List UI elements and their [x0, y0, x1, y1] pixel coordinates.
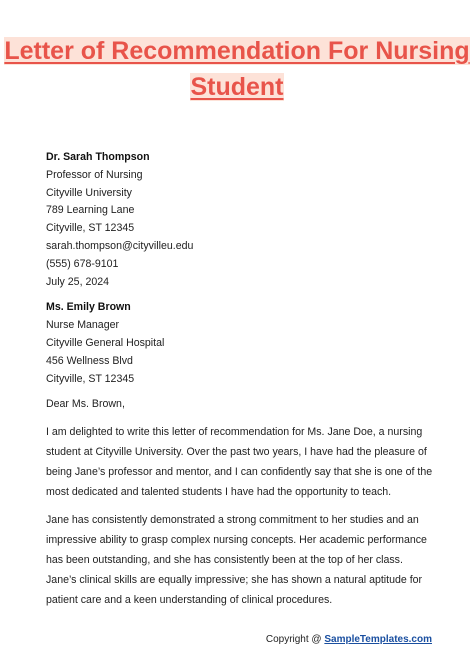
document-title: Letter of Recommendation For Nursing Student	[4, 37, 470, 101]
letter-date: July 25, 2024	[46, 275, 110, 288]
sender-city: Cityville, ST 12345	[46, 222, 135, 235]
letter-body	[46, 149, 434, 610]
recipient-block	[46, 299, 434, 388]
copyright-footer	[266, 634, 432, 645]
copyright-prefix: Copyright @	[265, 634, 322, 645]
sender-street: 789 Learning Lane	[46, 204, 135, 217]
title-wrapper	[0, 33, 474, 105]
recipient-city: Cityville, ST 12345	[46, 372, 135, 385]
sender-name: Dr. Sarah Thompson	[46, 151, 150, 163]
sender-title: Professor of Nursing	[46, 168, 143, 181]
recipient-organization: Cityville General Hospital	[46, 336, 165, 349]
recipient-street: 456 Wellness Blvd	[46, 354, 133, 367]
sender-block	[46, 149, 434, 291]
sampletemplates-link[interactable]: SampleTemplates.com	[324, 634, 432, 645]
recipient-name: Ms. Emily Brown	[46, 301, 131, 314]
paragraph-1: I am delighted to write this letter of recommendation for Ms. Jane Doe, a nursing student at Cityville University. Over the past two years, I have had the pleasure of being Jane’s professor and mentor, and I can confidently say that she is one of the most dedicated and talented students I have had the opportunity to teach.	[46, 426, 433, 499]
paragraph-2: Jane has consistently demonstrated a strong commitment to her studies and an impressive ability to grasp complex nursing concepts. Her academic performance has been outstanding, and she has consistently been at the top of her class. Jane’s clinical skills are equally impressive; she has shown a natural aptitude for patient care and a keen understanding of clinical procedures.	[46, 514, 427, 607]
sender-phone: (555) 678-9101	[46, 257, 119, 270]
recipient-title: Nurse Manager	[46, 319, 120, 332]
sender-organization: Cityville University	[46, 186, 132, 199]
sender-email: sarah.thompson@cityvilleu.edu	[46, 239, 194, 252]
salutation: Dear Ms. Brown,	[46, 398, 125, 411]
